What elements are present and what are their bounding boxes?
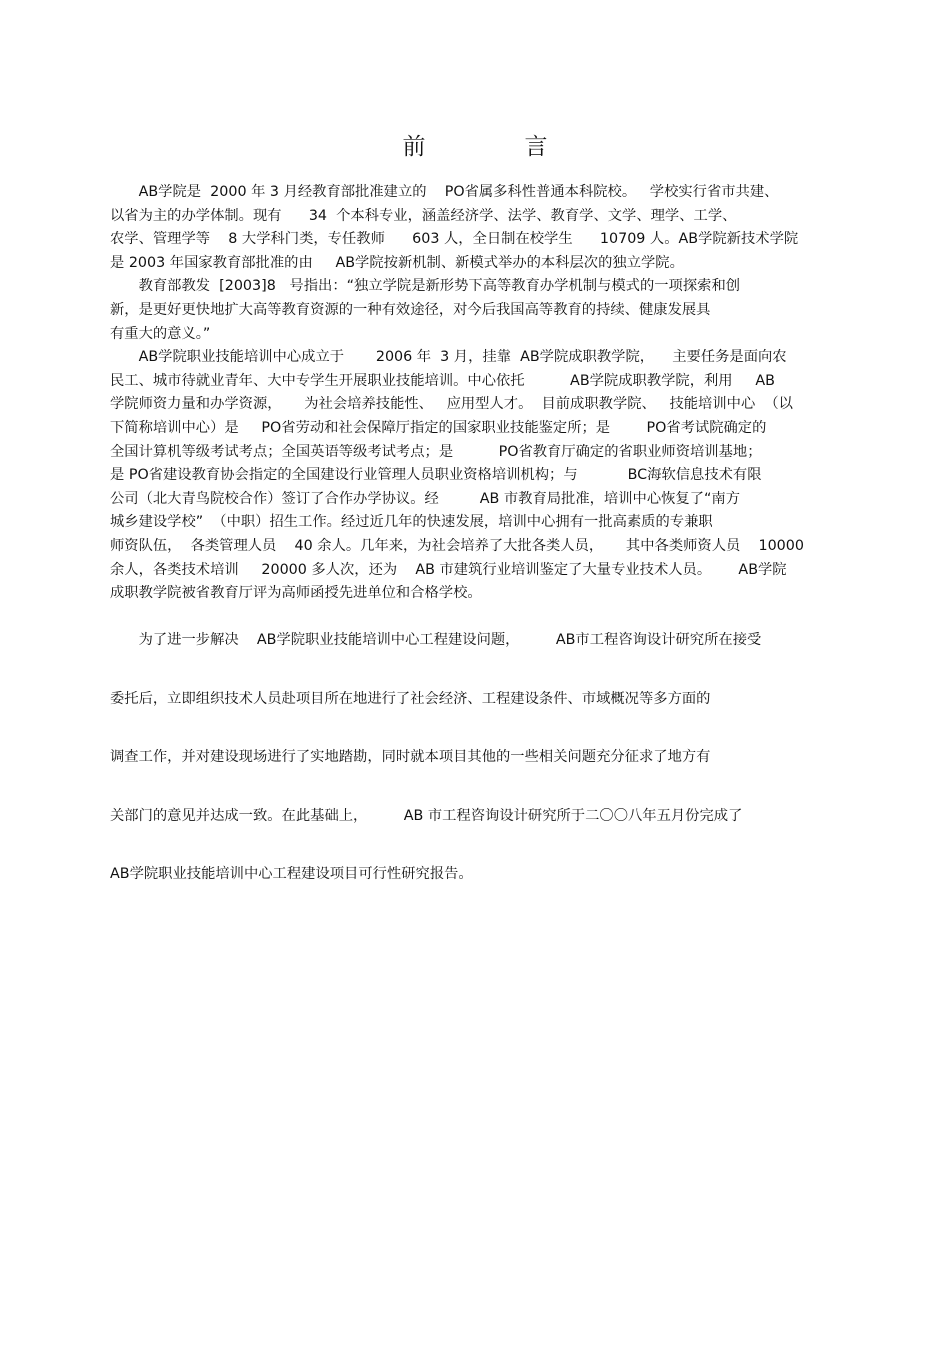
text-line: 为了进一步解决 AB学院职业技能培训中心工程建设问题， AB市工程咨询设计研究所在接受 bbox=[110, 632, 762, 648]
text-line: 是 2003 年国家教育部批准的由 AB学院按新机制、新模式举办的本科层次的独立学院。 bbox=[110, 254, 684, 271]
text-line: 农学、管理学等 8 大学科门类，专任教师 603 人，全日制在校学生 10709 人。AB学院新技术学院 bbox=[110, 231, 799, 248]
text-line: 城乡建设学校” （中职）招生工作。经过近几年的快速发展，培训中心拥有一批高素质的专兼职 bbox=[110, 514, 713, 531]
text-line: AB学院是 2000 年 3 月经教育部批准建立的 PO省属多科性普通本科院校。 学校实行省市共建、 bbox=[110, 184, 779, 200]
text-line: 有重大的意义。” bbox=[110, 325, 211, 342]
document-title: 前 言 bbox=[402, 134, 586, 160]
text-line: 余人，各类技术培训 20000 多人次，还为 AB 市建筑行业培训鉴定了大量专业技术人员。 AB学院 bbox=[110, 561, 787, 578]
text-line: 师资队伍， 各类管理人员 40 余人。几年来，为社会培养了大批各类人员， 其中各类师资人员 10000 bbox=[110, 537, 804, 554]
text-line: 下简称培训中心）是 PO省劳动和社会保障厅指定的国家职业技能鉴定所；是 PO省考试院确定的 bbox=[110, 419, 767, 436]
text-line: 全国计算机等级考试考点；全国英语等级考试考点；是 PO省教育厅确定的省职业师资培训基地； bbox=[110, 443, 762, 460]
text-line: AB学院职业技能培训中心工程建设项目可行性研究报告。 bbox=[110, 866, 473, 883]
text-line: 是 PO省建设教育协会指定的全国建设行业管理人员职业资格培训机构；与 BC海软信息技术有限 bbox=[110, 467, 762, 484]
text-line: 新，是更好更快地扩大高等教育资源的一种有效途径，对今后我国高等教育的持续、健康发展具 bbox=[110, 301, 711, 318]
text-line: 公司（北大青鸟院校合作）签订了合作办学协议。经 AB 市教育局批准，培训中心恢复了“南方 bbox=[110, 490, 741, 507]
text-line: 教育部教发 [2003]8 号指出：“独立学院是新形势下高等教育办学机制与模式的一项探索和创 bbox=[110, 278, 741, 295]
closing-section bbox=[110, 611, 850, 904]
text-line: 关部门的意见并达成一致。在此基础上， AB 市工程咨询设计研究所于二〇〇八年五月份完成了 bbox=[110, 807, 743, 824]
text-line: 以省为主的办学体制。现有 34 个本科专业，涵盖经济学、法学、教育学、文学、理学、工学、 bbox=[110, 207, 737, 224]
text-line: 民工、城市待就业青年、大中专学生开展职业技能培训。中心依托 AB学院成职教学院，利用 AB bbox=[110, 372, 775, 389]
text-line: 调查工作，并对建设现场进行了实地踏勘，同时就本项目其他的一些相关问题充分征求了地方有 bbox=[110, 749, 711, 766]
text-line: AB学院职业技能培训中心成立于 2006 年 3 月，挂靠 AB学院成职教学院， 主要任务是面向农 bbox=[110, 349, 787, 366]
text-line: 成职教学院被省教育厅评为高师函授先进单位和合格学校。 bbox=[110, 585, 482, 602]
intro-section bbox=[110, 181, 850, 606]
text-line: 委托后，立即组织技术人员赴项目所在地进行了社会经济、工程建设条件、市域概况等多方面的 bbox=[110, 690, 711, 707]
text-line: 学院师资力量和办学资源， 为社会培养技能性、 应用型人才。 目前成职教学院、 技能培训中心 （以 bbox=[110, 396, 793, 413]
